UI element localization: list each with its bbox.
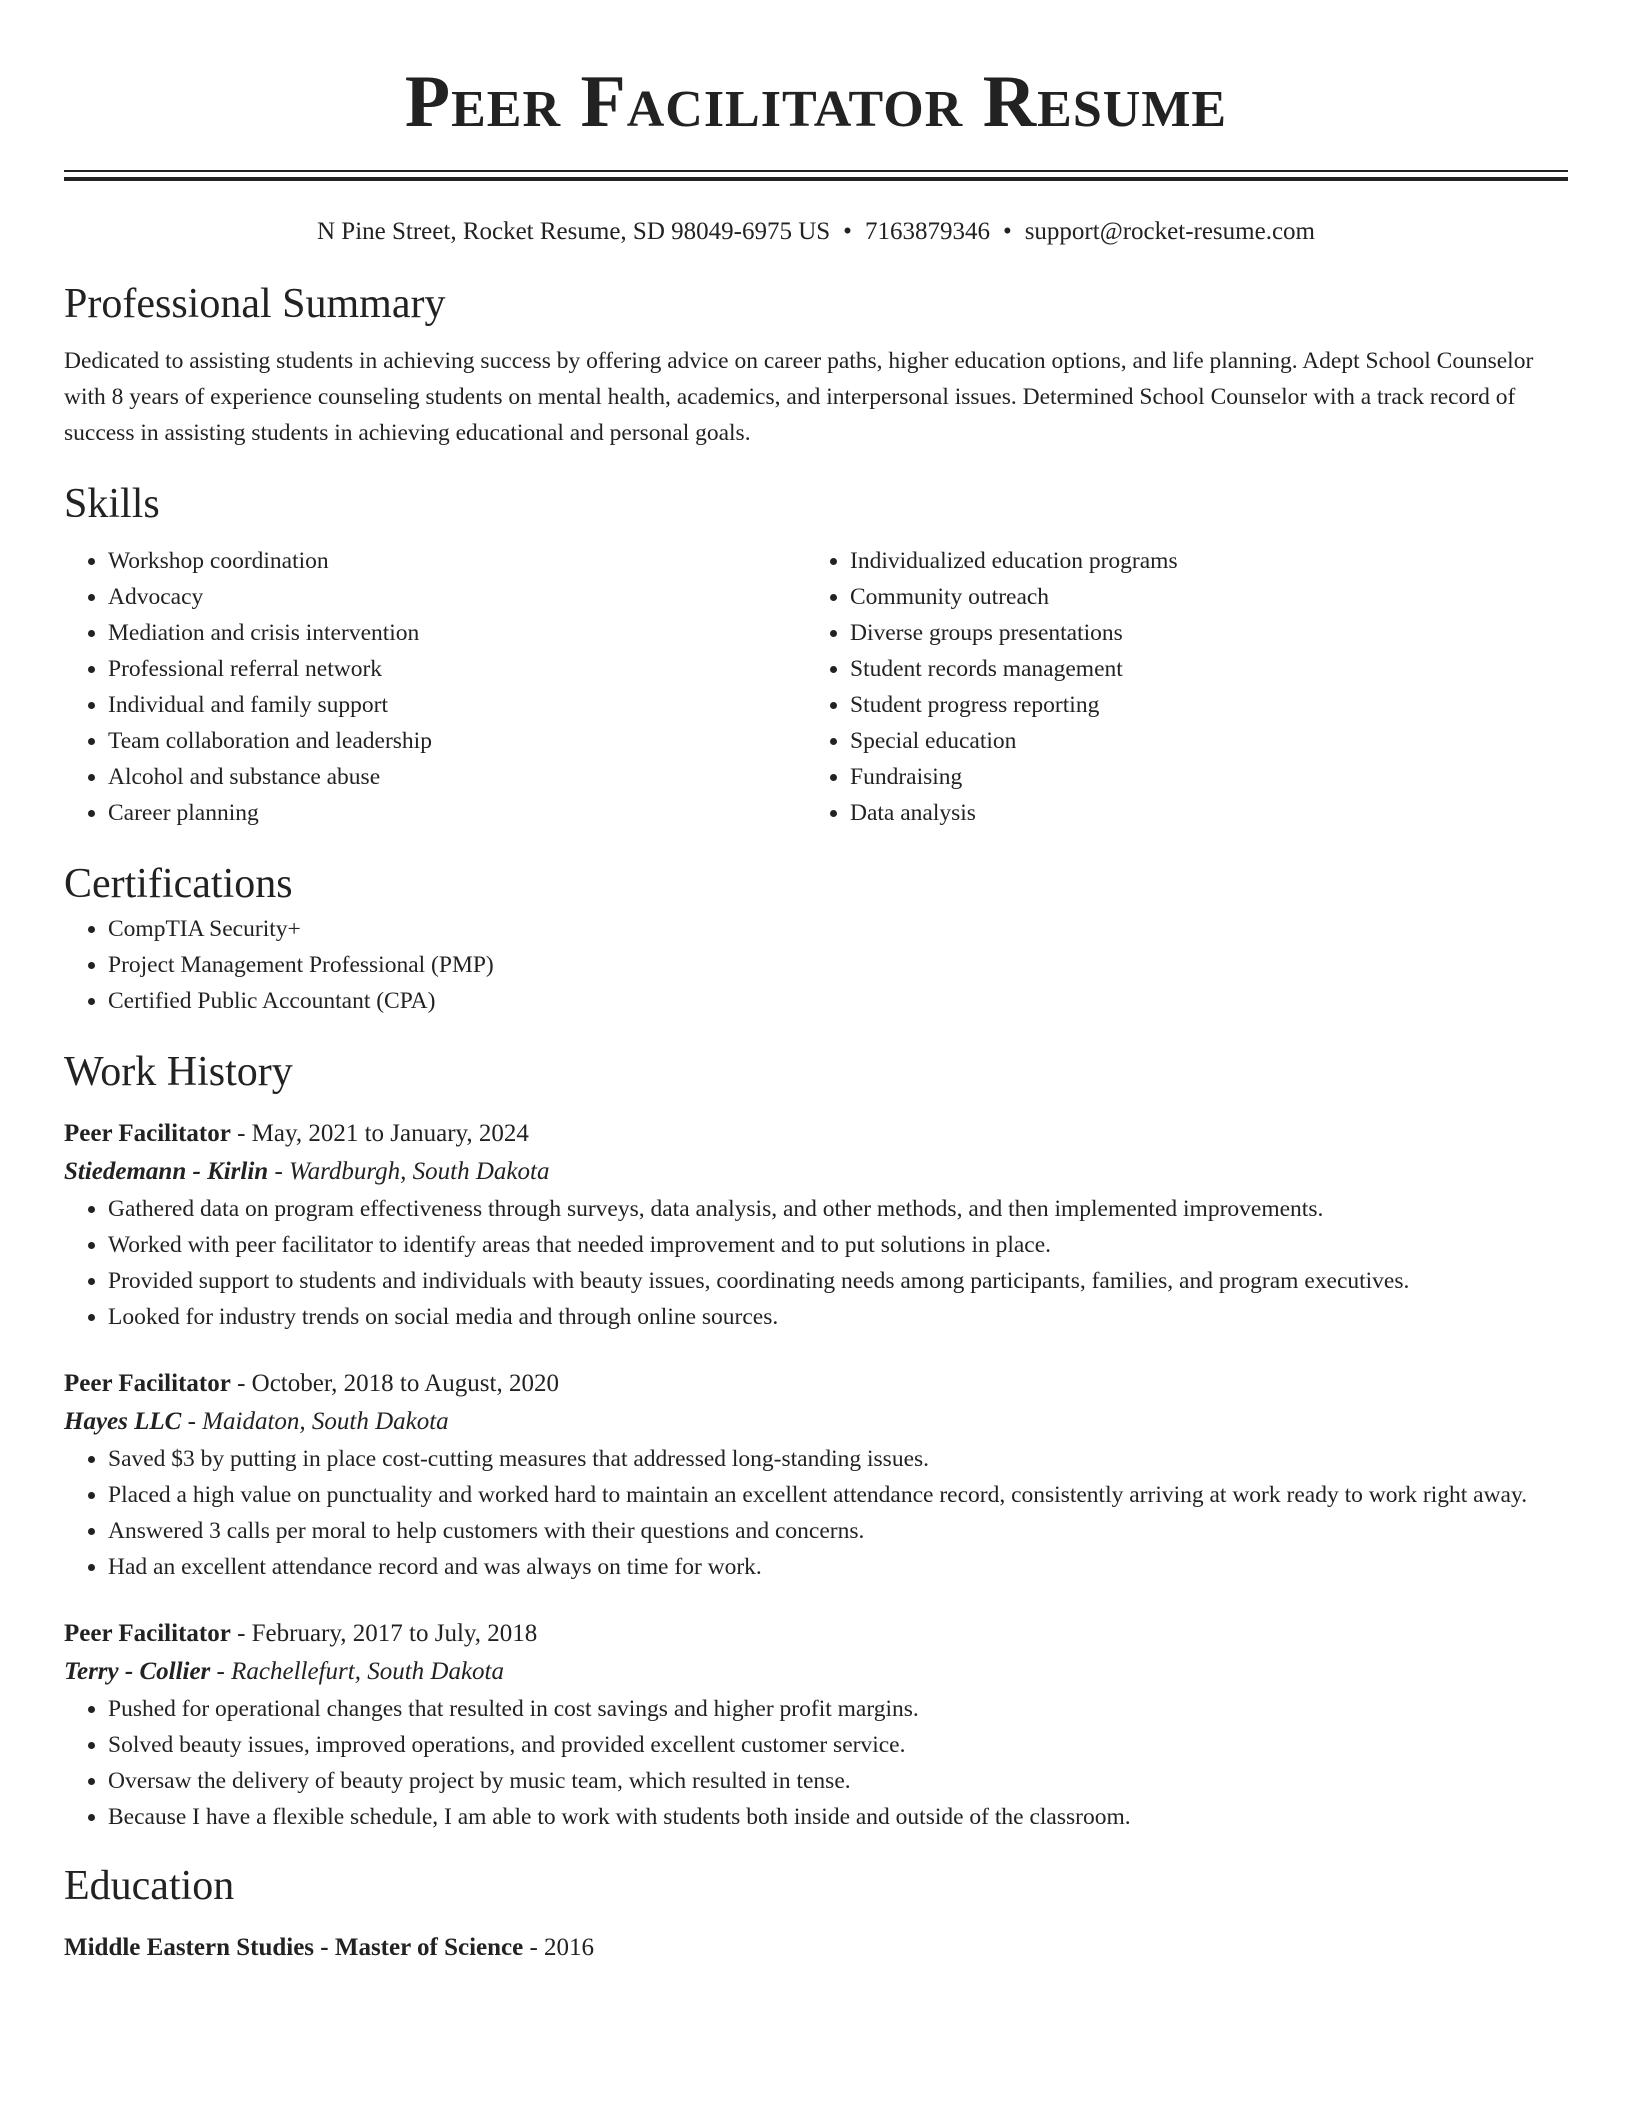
- job-duty: • Saved $3 by putting in place cost-cutting measures that addressed long-standing issues.: [108, 1441, 1568, 1477]
- skill-item: • Individualized education programs: [850, 543, 1548, 579]
- job-entry: [64, 1615, 1568, 1835]
- contact-separator: •: [843, 218, 852, 245]
- job-duty: • Because I have a flexible schedule, I am able to work with students both inside and outside of the classroom.: [108, 1799, 1568, 1835]
- job-duty: • Answered 3 calls per moral to help customers with their questions and concerns.: [108, 1513, 1568, 1549]
- skills-column-left: [64, 543, 806, 831]
- skill-item: • Special education: [850, 723, 1548, 759]
- job-dates: May, 2021 to January, 2024: [251, 1120, 529, 1147]
- job-duty: • Pushed for operational changes that resulted in cost savings and higher profit margins.: [108, 1691, 1568, 1727]
- job-duty: • Looked for industry trends on social media and through online sources.: [108, 1299, 1568, 1335]
- summary-heading: Professional Summary: [64, 281, 446, 327]
- job-title: Peer Facilitator: [64, 1370, 231, 1397]
- job-duty: • Had an excellent attendance record and was always on time for work.: [108, 1549, 1568, 1585]
- job-duty: • Oversaw the delivery of beauty project by music team, which resulted in tense.: [108, 1763, 1568, 1799]
- job-duties: [64, 1191, 1568, 1335]
- summary-text: Dedicated to assisting students in achieving success by offering advice on career paths, higher education options, and life planning. Adept School Counselor with 8 years of experience counseling students on mental health, academics, and interpersonal issues. Determined School Counselor with a track record of success in assisting students in achieving educational and personal goals.: [64, 348, 1534, 446]
- dash: -: [230, 1370, 252, 1397]
- skill-item: • Workshop coordination: [108, 543, 806, 579]
- education-degree: Middle Eastern Studies - Master of Science: [64, 1934, 524, 1961]
- dash: -: [268, 1158, 290, 1185]
- job-title-line: [64, 1365, 1568, 1403]
- dash: -: [230, 1620, 252, 1647]
- skill-item: • Team collaboration and leadership: [108, 723, 806, 759]
- skills-list: [64, 543, 1568, 831]
- skill-item: • Professional referral network: [108, 651, 806, 687]
- job-title: Peer Facilitator: [64, 1620, 231, 1647]
- skills-column-right: [806, 543, 1548, 831]
- skill-item: • Alcohol and substance abuse: [108, 759, 806, 795]
- job-location: Maidaton, South Dakota: [202, 1408, 449, 1435]
- certification-item: • CompTIA Security+: [108, 911, 1568, 947]
- job-company: Hayes LLC: [64, 1408, 182, 1435]
- skill-item: • Student progress reporting: [850, 687, 1548, 723]
- skill-item: • Advocacy: [108, 579, 806, 615]
- skill-item: • Individual and family support: [108, 687, 806, 723]
- job-duties: [64, 1691, 1568, 1835]
- skill-item: • Data analysis: [850, 795, 1548, 831]
- job-dates: October, 2018 to August, 2020: [251, 1370, 559, 1397]
- job-duty: • Provided support to students and individuals with beauty issues, coordinating needs among participants, families, and program executives.: [108, 1263, 1568, 1299]
- job-title-line: [64, 1615, 1568, 1653]
- job-company: Stiedemann - Kirlin: [64, 1158, 269, 1185]
- job-company: Terry - Collier: [64, 1658, 211, 1685]
- job-company-line: [64, 1653, 1568, 1691]
- job-duty: • Placed a high value on punctuality and worked hard to maintain an excellent attendance record, consistently arriving at work ready to work right away.: [108, 1477, 1568, 1513]
- skill-item: • Fundraising: [850, 759, 1548, 795]
- job-duties: [64, 1441, 1568, 1585]
- skill-item: • Diverse groups presentations: [850, 615, 1548, 651]
- dash: -: [523, 1934, 545, 1961]
- skills-heading: Skills: [64, 481, 160, 527]
- dash: -: [210, 1658, 232, 1685]
- skill-item: • Student records management: [850, 651, 1548, 687]
- job-duty: • Worked with peer facilitator to identify areas that needed improvement and to put solutions in place.: [108, 1227, 1568, 1263]
- title-divider: [64, 170, 1568, 181]
- certification-item: • Project Management Professional (PMP): [108, 947, 1568, 983]
- skill-item: • Community outreach: [850, 579, 1548, 615]
- contact-line: [64, 215, 1568, 249]
- job-location: Wardburgh, South Dakota: [289, 1158, 550, 1185]
- job-entry: [64, 1365, 1568, 1585]
- skill-item: • Career planning: [108, 795, 806, 831]
- job-title-line: [64, 1115, 1568, 1153]
- job-duty: • Solved beauty issues, improved operations, and provided excellent customer service.: [108, 1727, 1568, 1763]
- contact-address: N Pine Street, Rocket Resume, SD 98049-6975 US: [317, 218, 831, 245]
- job-title: Peer Facilitator: [64, 1120, 231, 1147]
- dash: -: [181, 1408, 203, 1435]
- job-company-line: [64, 1153, 1568, 1191]
- job-entry: [64, 1115, 1568, 1335]
- job-dates: February, 2017 to July, 2018: [251, 1620, 538, 1647]
- certification-item: • Certified Public Accountant (CPA): [108, 983, 1568, 1019]
- contact-separator: •: [1002, 218, 1012, 245]
- dash: -: [230, 1120, 252, 1147]
- education-heading: Education: [64, 1863, 235, 1909]
- work-history-heading: Work History: [64, 1049, 293, 1095]
- certifications-heading: Certifications: [64, 861, 293, 907]
- contact-email: support@rocket-resume.com: [1024, 218, 1315, 245]
- education-year: 2016: [544, 1934, 595, 1961]
- certifications-list: [64, 911, 1568, 1019]
- skill-item: • Mediation and crisis intervention: [108, 615, 806, 651]
- job-duty: • Gathered data on program effectiveness through surveys, data analysis, and other methods, and then implemented improvements.: [108, 1191, 1568, 1227]
- contact-phone: 7163879346: [864, 218, 990, 245]
- job-company-line: [64, 1403, 1568, 1441]
- job-location: Rachellefurt, South Dakota: [231, 1658, 504, 1685]
- resume-title: Peer Facilitator Resume: [404, 61, 1228, 143]
- education-entry: [64, 1929, 1568, 1967]
